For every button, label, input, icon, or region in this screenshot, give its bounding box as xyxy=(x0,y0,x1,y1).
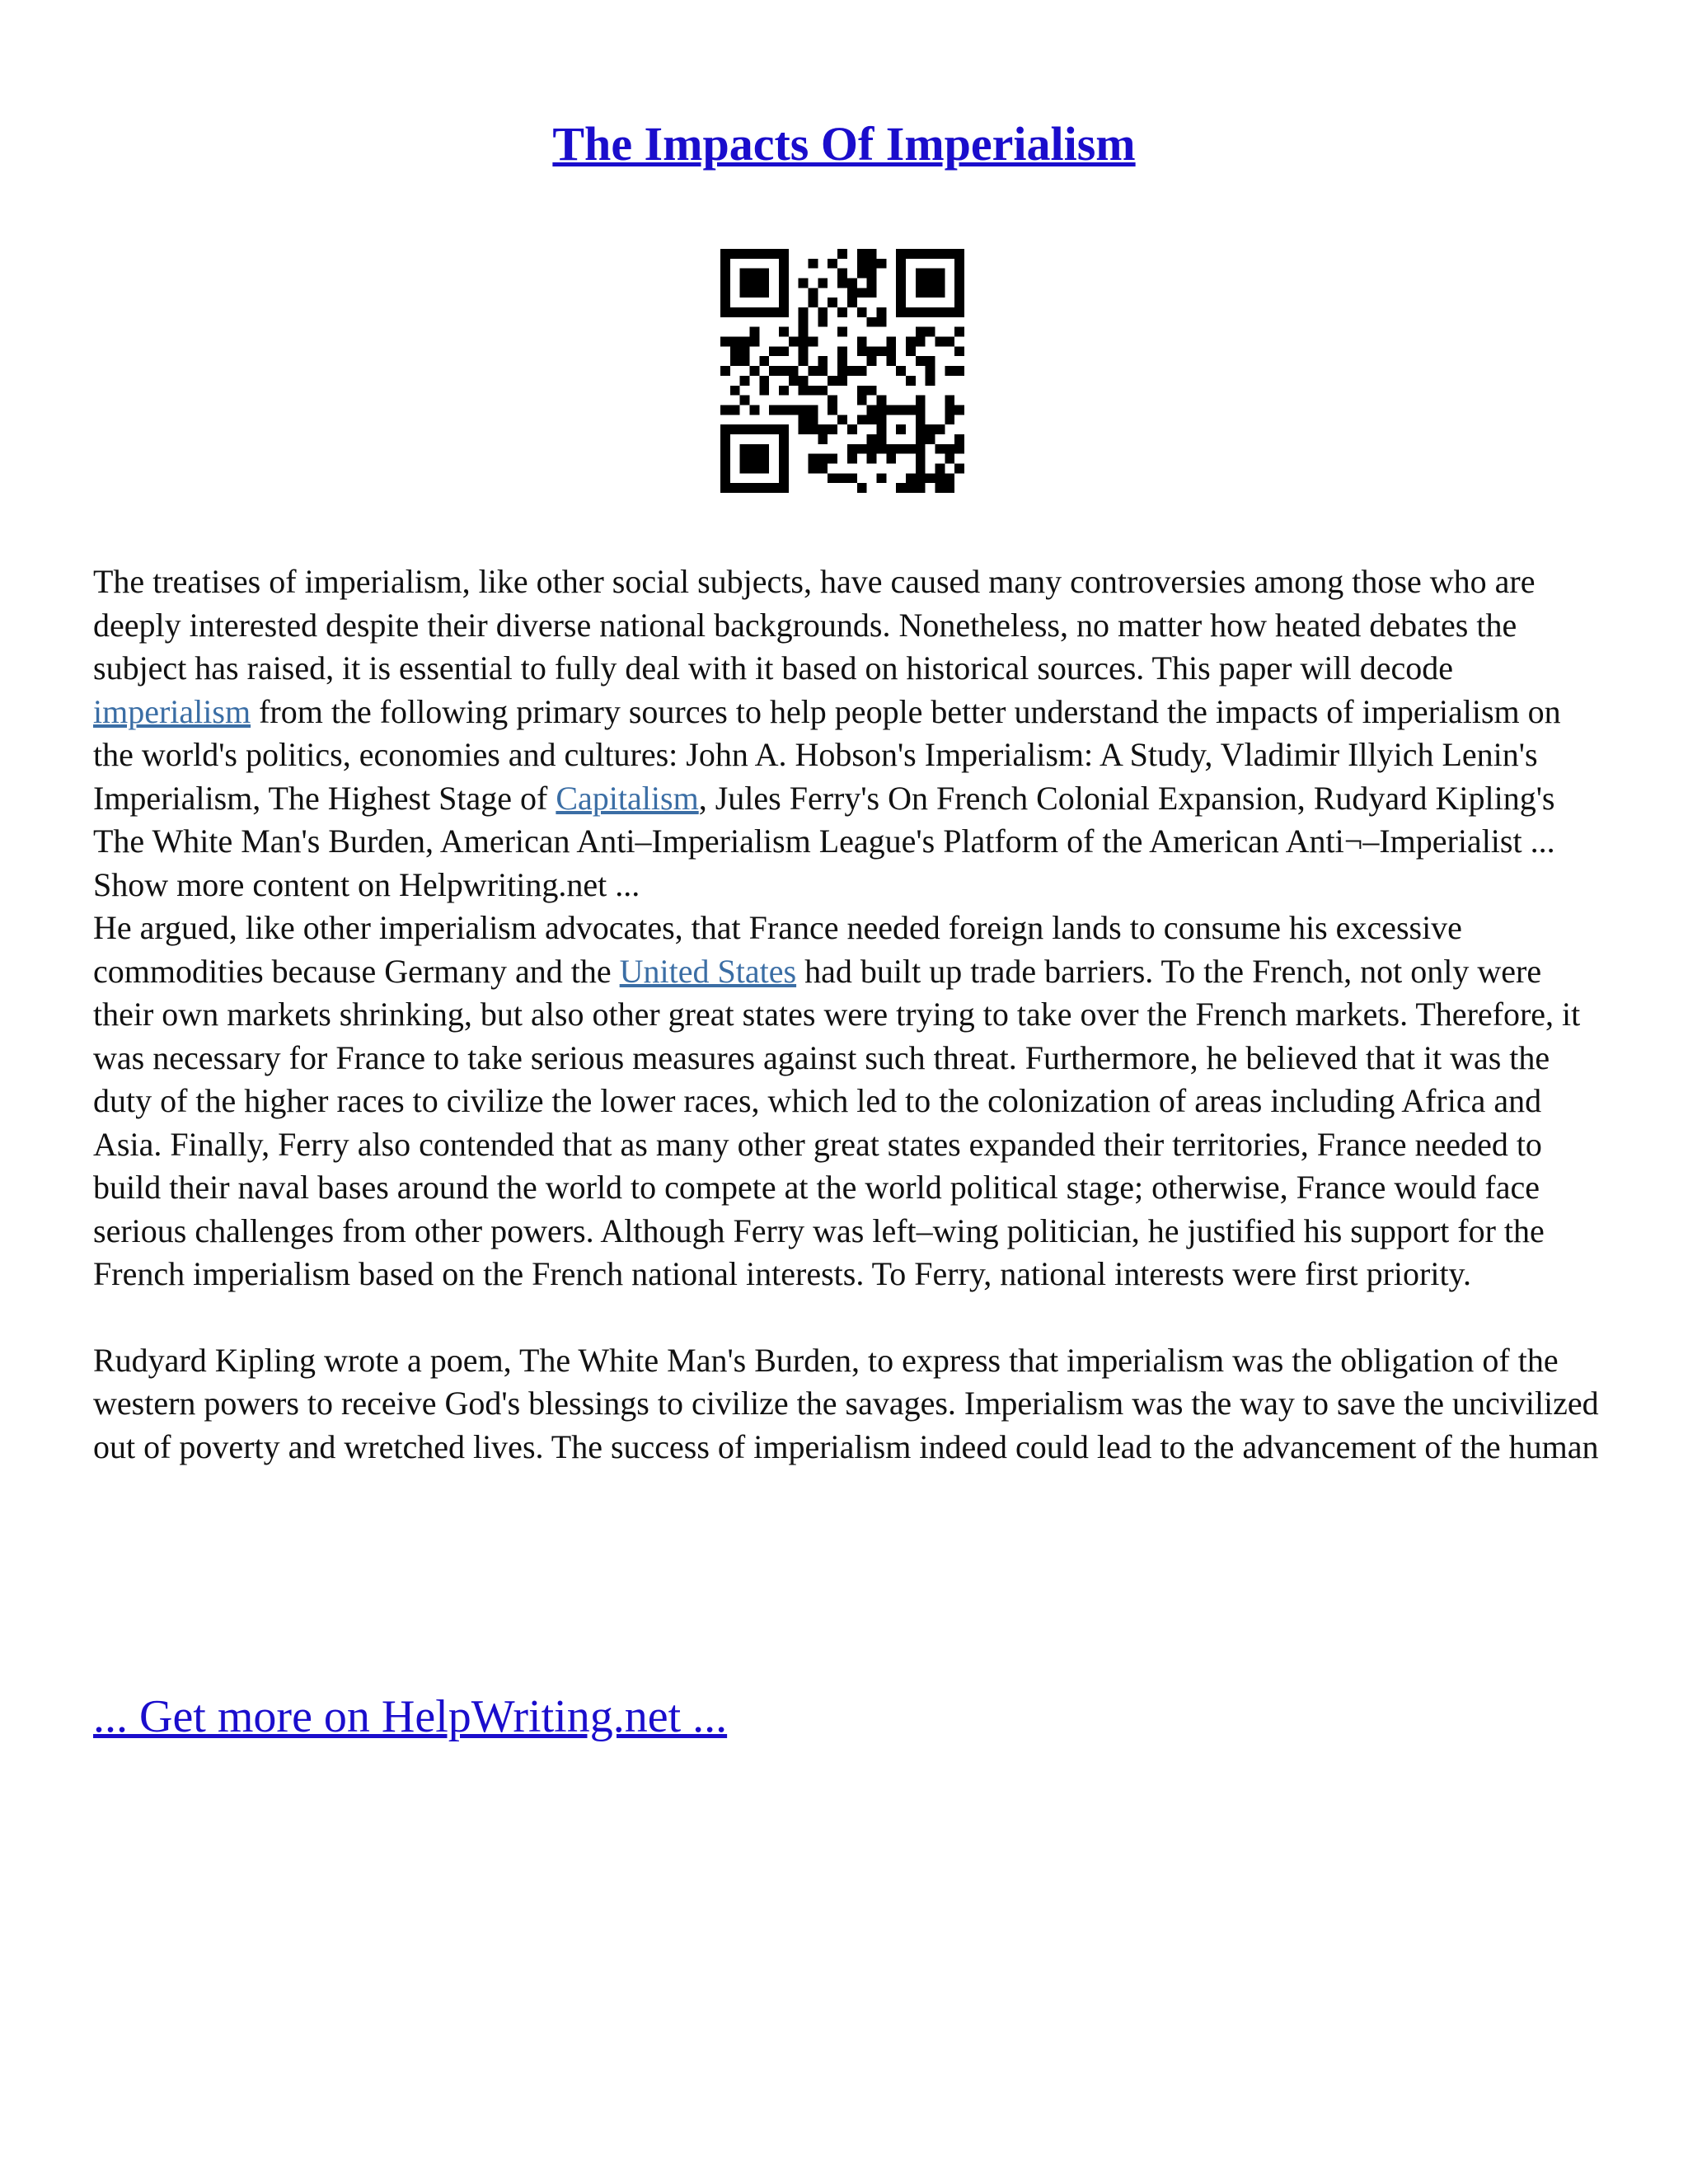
article-body xyxy=(93,560,1601,1469)
capitalism-link[interactable]: Capitalism xyxy=(556,779,699,817)
paragraph-2-text-a: He argued, like other imperialism advocates, that France needed foreign lands to consume his excessive commodities because Germany and the xyxy=(93,909,1462,990)
paragraph-1-text-a: The treatises of imperialism, like other social subjects, have caused many controversies among those who are deeply interested despite their diverse national backgrounds. Nonetheless, no matter how heated debates the subject has raised, it is essential to fully deal with it based on historical sources. This paper will decode xyxy=(93,563,1536,687)
paragraph-1-text-b: from the following primary sources to help people better understand the impacts of imperialism on the world's politics, economies and cultures: John A. Hobson's Imperialism: A Study, Vladimir Illyich Lenin's Imperialism, The Highest Stage of xyxy=(93,692,1561,817)
united-states-link[interactable]: United States xyxy=(619,952,797,990)
paragraph-1-text-c: , Jules Ferry's On French Colonial Expansion, Rudyard Kipling's The White Man's Burden, American Anti–Imperialism League's Platform of the American Anti¬–Imperialist ... Show more content on Helpwriting.net ... xyxy=(93,779,1555,903)
get-more-link-container xyxy=(93,1688,727,1746)
page-title xyxy=(0,115,1688,173)
paragraph-3: Rudyard Kipling wrote a poem, The White Man's Burden, to express that imperialism was the obligation of the western powers to receive God's blessings to civilize the savages. Imperialism was the way to save the uncivilized out of poverty and wretched lives. The success of imperialism indeed could lead to the advancement of the human xyxy=(93,1341,1599,1465)
paragraph-2-text-b: had built up trade barriers. To the French, not only were their own markets shrinking, but also other great states were trying to take over the French markets. Therefore, it was necessary for France to take serious measures against such threat. Furthermore, he believed that it was the duty of the higher races to civilize the lower races, which led to the colonization of areas including Africa and Asia. Finally, Ferry also contended that as many other great states expanded their territories, France needed to build their naval bases around the world to compete at the world political stage; otherwise, France would face serious challenges from other powers. Although Ferry was left–wing politician, he justified his support for the French imperialism based on the French national interests. To Ferry, national interests were first priority. xyxy=(93,952,1581,1292)
paragraph-1 xyxy=(93,560,1601,907)
paragraph-2 xyxy=(93,907,1601,1296)
imperialism-link[interactable]: imperialism xyxy=(93,692,251,730)
title-link[interactable]: The Impacts Of Imperialism xyxy=(552,117,1136,171)
qr-code-icon xyxy=(720,249,964,493)
get-more-link[interactable]: ... Get more on HelpWriting.net ... xyxy=(93,1691,728,1742)
